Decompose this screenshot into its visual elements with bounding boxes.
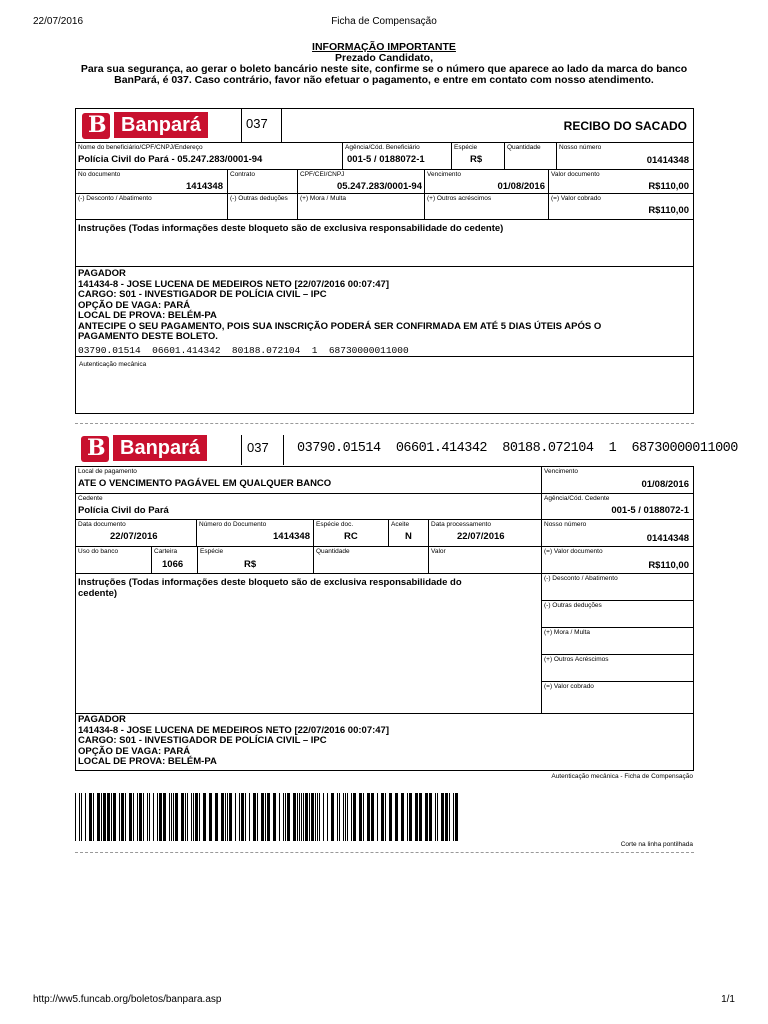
no-documento-label: No documento (78, 171, 121, 178)
bank-name: Banpará (114, 112, 208, 138)
barcode-bar (215, 793, 218, 841)
barcode-bar (261, 793, 264, 841)
ficha-box (75, 466, 694, 714)
barcode-bar (441, 793, 444, 841)
barcode-bar (327, 793, 328, 841)
barcode-bar (173, 793, 174, 841)
barcode-bar (225, 793, 226, 841)
barcode-image (75, 793, 465, 843)
barcode-bar (125, 793, 126, 841)
outros-acrescimos-cell (425, 194, 549, 220)
mora-cell (298, 194, 425, 220)
barcode-bar (133, 793, 134, 841)
banpara-logo-icon: B (82, 113, 110, 139)
ficha-pagador-title: PAGADOR (78, 714, 126, 725)
cpf-cell (298, 170, 425, 194)
especie-doc-label: Espécie doc. (316, 521, 354, 528)
ficha-pagador-line4: LOCAL DE PROVA: BELÉM-PA (78, 756, 217, 767)
local-pagamento-cell (76, 467, 542, 494)
ficha-bank-code: 037 (247, 440, 269, 455)
pagador-line5: ANTECIPE O SEU PAGAMENTO, POIS SUA INSCRIÇÃO PODERÁ SER CONFIRMADA EM ATÉ 5 DIAS ÚTEIS APÓS O (78, 320, 602, 332)
barcode-bar (239, 793, 240, 841)
outras-deducoes-cell (228, 194, 298, 220)
barcode-bar (297, 793, 298, 841)
ficha-outros-acrescimos-label: (+) Outros Acréscimos (544, 656, 609, 663)
cut-line-bottom (75, 852, 694, 853)
barcode-bar (143, 793, 144, 841)
barcode-bar (445, 793, 448, 841)
barcode-bar (283, 793, 284, 841)
ficha-pagador-block (78, 715, 389, 768)
barcode-bar (169, 793, 170, 841)
barcode-bar (287, 793, 290, 841)
pagador-line1: 141434-8 - JOSE LUCENA DE MEDEIROS NETO [22/07/2016 00:07:47] (78, 278, 389, 290)
beneficiario-cell (76, 143, 343, 170)
ficha-divider-1 (241, 435, 242, 465)
barcode-bar (401, 793, 404, 841)
nosso-numero-value: 01414348 (646, 155, 689, 166)
ficha-pagador-line2: CARGO: S01 - INVESTIGADOR DE POLÍCIA CIVIL – IPC (78, 735, 327, 746)
data-documento-value: 22/07/2016 (110, 531, 158, 542)
notice-salutation: Prezado Candidato, (334, 52, 433, 64)
barcode-bar (121, 793, 124, 841)
numero-documento-value: 1414348 (273, 531, 310, 542)
cpf-label: CPF/CEI/CNPJ (300, 171, 345, 178)
mora-label: (+) Mora / Multa (300, 195, 347, 202)
ficha-vencimento-cell (542, 467, 693, 494)
barcode-bar (323, 793, 324, 841)
print-date: 22/07/2016 (33, 16, 84, 27)
barcode-bar (389, 793, 392, 841)
barcode-bar (193, 793, 194, 841)
ficha-especie-value: R$ (244, 559, 257, 570)
local-pagamento-label: Local de pagamento (78, 468, 137, 475)
pagador-cell (76, 267, 693, 357)
corte-label: Corte na linha pontilhada (620, 841, 693, 848)
valor-cobrado-value: R$110,00 (648, 205, 689, 216)
agencia-cell (343, 143, 452, 170)
barcode-bar (129, 793, 132, 841)
barcode-bar (181, 793, 184, 841)
barcode-bar (79, 793, 80, 841)
ficha-valor-documento-value: R$110,00 (648, 560, 689, 571)
ficha-especie-label: Espécie (200, 548, 224, 555)
barcode-bar (187, 793, 188, 841)
valor-documento-cell (549, 170, 693, 194)
barcode-bar (367, 793, 370, 841)
especie-doc-value: RC (344, 531, 358, 542)
barcode-bar (159, 793, 162, 841)
barcode-bar (149, 793, 150, 841)
barcode-bar (339, 793, 340, 841)
pagador-block (78, 269, 601, 343)
ficha-mora-label: (+) Mora / Multa (544, 629, 591, 636)
nosso-numero-cell (557, 143, 693, 170)
barcode-bar (111, 793, 112, 841)
print-page: 1/1 (721, 994, 735, 1005)
barcode-bar (81, 793, 82, 841)
barcode-bar (279, 793, 280, 841)
instrucoes-text: Instruções (Todas informações deste bloqueto são de exclusiva responsabilidade do cedente) (78, 223, 504, 234)
ficha-quantidade-label: Quantidade (316, 548, 350, 555)
barcode-bar (157, 793, 158, 841)
desconto-label: (-) Desconto / Abatimento (78, 195, 152, 202)
barcode-bar (199, 793, 200, 841)
barcode-bar (317, 793, 318, 841)
barcode-bar (229, 793, 232, 841)
barcode-bar (175, 793, 178, 841)
barcode-bar (85, 793, 86, 841)
barcode-bar (97, 793, 100, 841)
beneficiario-value: Polícia Civil do Pará - 05.247.283/0001-94 (78, 154, 263, 165)
pagador-line6: PAGAMENTO DESTE BOLETO. (78, 331, 218, 342)
barcode-bar (267, 793, 270, 841)
ficha-pagador-line1: 141434-8 - JOSE LUCENA DE MEDEIROS NETO [22/07/2016 00:07:47] (78, 724, 389, 736)
barcode-bar (345, 793, 346, 841)
barcode-bar (163, 793, 166, 841)
banpara-logo (76, 109, 241, 142)
barcode-bar (147, 793, 148, 841)
especie-cell (452, 143, 505, 170)
barcode-bar (309, 793, 310, 841)
barcode-bar (435, 793, 436, 841)
barcode-bar (245, 793, 246, 841)
ficha-banpara-logo-icon: B (81, 436, 109, 462)
barcode-bar (101, 793, 102, 841)
print-title: Ficha de Compensação (331, 16, 437, 27)
valor-cobrado-label: (=) Valor cobrado (551, 195, 601, 202)
beneficiario-label: Nome do beneficiário/CPF/CNPJ/Endereço (78, 144, 203, 151)
contrato-label: Contrato (230, 171, 255, 178)
especie-value: R$ (470, 154, 483, 165)
barcode-bar (241, 793, 244, 841)
carteira-value: 1066 (162, 559, 184, 570)
ficha-pagador-box (75, 712, 694, 771)
ficha-outras-deducoes-label: (-) Outras deduções (544, 602, 602, 609)
barcode-bar (113, 793, 116, 841)
notice-line2: BanPará, é 037. Caso contrário, favor não efetuar o pagamento, e entre em contato com nosso atendimento. (114, 74, 654, 86)
barcode-bar (385, 793, 386, 841)
ficha-agencia-value: 001-5 / 0188072-1 (611, 505, 689, 516)
contrato-cell (228, 170, 298, 194)
barcode-bar (301, 793, 302, 841)
barcode-bar (221, 793, 224, 841)
barcode-bar (331, 793, 334, 841)
ficha-quantidade-cell (314, 547, 429, 574)
barcode-bar (293, 793, 296, 841)
uso-banco-label: Uso do banco (78, 548, 119, 555)
valor-documento-label: Valor documento (551, 171, 600, 178)
barcode-bar (249, 793, 250, 841)
barcode-bar (103, 793, 106, 841)
barcode-bar (75, 793, 76, 841)
especie-label: Espécie (454, 144, 478, 151)
barcode-bar (425, 793, 428, 841)
barcode-bar (319, 793, 320, 841)
barcode-bar (299, 793, 300, 841)
data-documento-label: Data documento (78, 521, 126, 528)
barcode-bar (455, 793, 458, 841)
ficha-nosso-numero-cell (542, 520, 693, 547)
barcode-bar (89, 793, 92, 841)
barcode-bar (415, 793, 418, 841)
ficha-pagador-line3: OPÇÃO DE VAGA: PARÁ (78, 745, 191, 757)
notice-line1: Para sua segurança, ao gerar o boleto bancário neste site, confirme se o número que aparece ao lado da marca do banco (80, 63, 688, 75)
barcode-bar (209, 793, 212, 841)
ficha-valor-documento-cell (542, 547, 693, 574)
no-documento-value: 1414348 (186, 181, 223, 192)
barcode-bar (419, 793, 422, 841)
cedente-label: Cedente (78, 495, 103, 502)
valor-documento-value: R$110,00 (648, 181, 689, 192)
barcode-bar (315, 793, 316, 841)
barcode-bar (303, 793, 304, 841)
ficha-outros-acrescimos-cell (542, 655, 693, 682)
outros-acrescimos-label: (+) Outros acréscimos (427, 195, 492, 202)
barcode-bar (377, 793, 378, 841)
barcode-bar (337, 793, 338, 841)
vencimento-label: Vencimento (427, 171, 461, 178)
ficha-nosso-numero-value: 01414348 (646, 533, 689, 544)
cedente-value: Polícia Civil do Pará (78, 505, 169, 516)
ficha-especie-cell (198, 547, 314, 574)
agencia-value: 001-5 / 0188072-1 (347, 154, 425, 165)
barcode-bar (353, 793, 356, 841)
barcode-bar (265, 793, 266, 841)
barcode-bar (235, 793, 236, 841)
ficha-header (75, 432, 738, 466)
quantidade-label: Quantidade (507, 144, 541, 151)
ficha-instrucoes-text: Instruções (Todas informações deste bloqueto são de exclusiva responsabilidade do cedente) (78, 577, 462, 599)
receipt-autenticacao-label: Autenticação mecânica (79, 361, 147, 368)
barcode-bar (227, 793, 228, 841)
agencia-label: Agência/Cód. Beneficiário (345, 144, 420, 151)
data-processamento-label: Data processamento (431, 521, 491, 528)
data-documento-cell (76, 520, 197, 547)
pagador-line4: LOCAL DE PROVA: BELÉM-PA (78, 310, 217, 321)
valor-label: Valor (431, 548, 446, 555)
barcode-bar (381, 793, 384, 841)
barcode-bar (191, 793, 192, 841)
pagador-title: PAGADOR (78, 268, 126, 279)
numero-documento-label: Número do Documento (199, 521, 267, 528)
local-pagamento-value: ATE O VENCIMENTO PAGÁVEL EM QUALQUER BANCO (78, 478, 332, 489)
ficha-bank-name: Banpará (113, 435, 207, 461)
vencimento-cell (425, 170, 549, 194)
ficha-agencia-label: Agência/Cód. Cedente (544, 495, 610, 502)
barcode-bar (253, 793, 256, 841)
barcode-bar (203, 793, 206, 841)
uso-banco-cell (76, 547, 152, 574)
barcode-bar (139, 793, 142, 841)
ficha-vencimento-label: Vencimento (544, 468, 578, 475)
barcode-bar (137, 793, 138, 841)
receipt-bank-code-cell (242, 109, 282, 143)
especie-doc-cell (314, 520, 389, 547)
aceite-cell (389, 520, 429, 547)
ficha-desconto-cell (542, 574, 693, 601)
ficha-vencimento-value: 01/08/2016 (641, 479, 689, 490)
barcode-bar (273, 793, 276, 841)
barcode-bar (171, 793, 172, 841)
barcode-bar (407, 793, 408, 841)
instrucoes-cell (76, 220, 693, 267)
barcode-bar (153, 793, 154, 841)
no-documento-cell (76, 170, 228, 194)
barcode-bar (93, 793, 94, 841)
barcode-bar (257, 793, 258, 841)
barcode-bar (305, 793, 308, 841)
receipt-title: RECIBO DO SACADO (563, 119, 687, 133)
cpf-value: 05.247.283/0001-94 (336, 181, 422, 192)
valor-cell (429, 547, 542, 574)
valor-cobrado-cell (549, 194, 693, 220)
data-processamento-cell (429, 520, 542, 547)
barcode-bar (285, 793, 286, 841)
notice-heading: INFORMAÇÃO IMPORTANTE (312, 41, 456, 53)
print-url: http://ww5.funcab.org/boletos/banpara.asp (33, 994, 222, 1005)
vencimento-value: 01/08/2016 (497, 181, 545, 192)
barcode-bar (347, 793, 348, 841)
ficha-mora-cell (542, 628, 693, 655)
ficha-linha-digitavel: 03790.01514 06601.414342 80188.072104 1 68730000011000 (297, 441, 738, 456)
receipt-box (75, 108, 694, 414)
receipt-linha-digitavel: 03790.01514 06601.414342 80188.072104 1 68730000011000 (78, 345, 409, 356)
barcode-bar (371, 793, 374, 841)
pagador-line3: OPÇÃO DE VAGA: PARÁ (78, 299, 191, 311)
ficha-valor-cobrado-label: (=) Valor cobrado (544, 683, 594, 690)
barcode-bar (363, 793, 364, 841)
barcode-bar (449, 793, 450, 841)
ficha-divider-2 (283, 435, 284, 465)
barcode-bar (453, 793, 454, 841)
barcode-bar (343, 793, 344, 841)
carteira-cell (152, 547, 198, 574)
aceite-label: Aceite (391, 521, 410, 528)
barcode-bar (107, 793, 110, 841)
barcode-bar (395, 793, 398, 841)
barcode-bar (409, 793, 412, 841)
bank-code: 037 (246, 116, 268, 131)
carteira-label: Carteira (154, 548, 178, 555)
barcode-bar (185, 793, 186, 841)
ficha-banpara-logo (75, 432, 240, 465)
pagador-line2: CARGO: S01 - INVESTIGADOR DE POLÍCIA CIVIL – IPC (78, 289, 327, 300)
data-processamento-value: 22/07/2016 (457, 531, 505, 542)
receipt-logo-cell (76, 109, 242, 143)
ficha-desconto-label: (-) Desconto / Abatimento (544, 575, 618, 582)
outras-deducoes-label: (-) Outras deduções (230, 195, 288, 202)
receipt-title-cell (282, 109, 693, 143)
barcode-bar (429, 793, 432, 841)
quantidade-cell (505, 143, 557, 170)
aceite-value: N (405, 531, 412, 542)
ficha-valor-documento-label: (=) Valor documento (544, 548, 603, 555)
cut-line-top (75, 423, 694, 424)
cedente-cell (76, 494, 542, 520)
ficha-valor-cobrado-cell (542, 682, 693, 713)
barcode-bar (311, 793, 314, 841)
ficha-agencia-cell (542, 494, 693, 520)
ficha-autenticacao-label: Autenticação mecânica - Ficha de Compensação (551, 773, 693, 780)
barcode-bar (119, 793, 120, 841)
ficha-nosso-numero-label: Nosso número (544, 521, 587, 528)
ficha-outras-deducoes-cell (542, 601, 693, 628)
desconto-cell (76, 194, 228, 220)
barcode-bar (195, 793, 198, 841)
numero-documento-cell (197, 520, 314, 547)
barcode-bar (437, 793, 438, 841)
barcode-bar (351, 793, 352, 841)
ficha-instrucoes-cell (76, 574, 542, 713)
barcode-bar (359, 793, 362, 841)
nosso-numero-label: Nosso número (559, 144, 602, 151)
